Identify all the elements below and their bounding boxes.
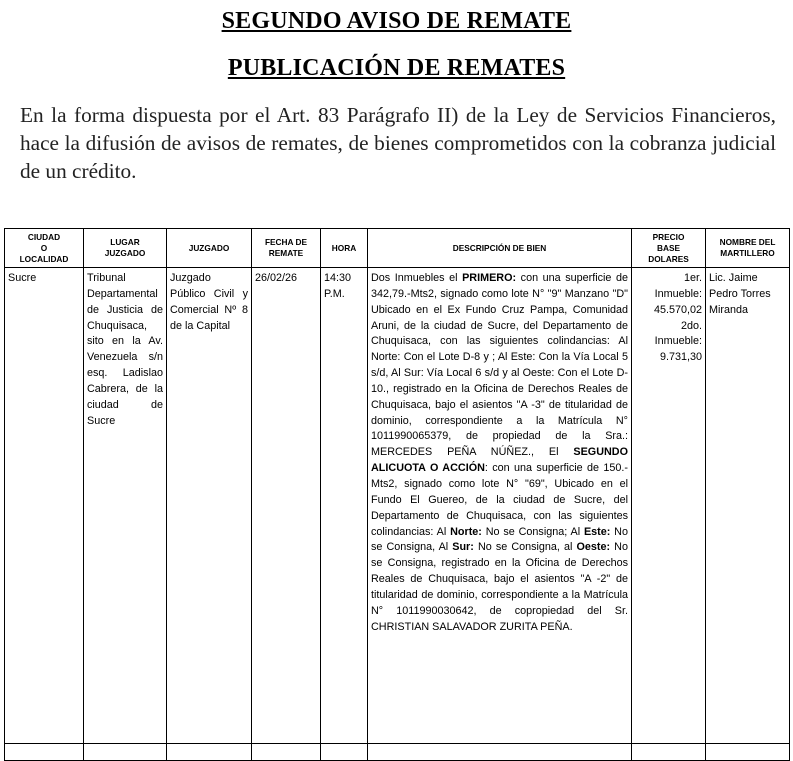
col-header-ciudad: CIUDAD O LOCALIDAD [5, 229, 84, 268]
cell-ciudad: Sucre [5, 268, 84, 744]
col-header-juzgado: JUZGADO [167, 229, 252, 268]
table-header-row [5, 229, 790, 268]
col-header-martillero: NOMBRE DEL MARTILLERO [706, 229, 790, 268]
col-header-precio: PRECIO BASE DOLARES [632, 229, 706, 268]
cell-descripcion [368, 268, 632, 744]
auction-table [4, 228, 790, 761]
notice-title: SEGUNDO AVISO DE REMATE [221, 8, 572, 34]
intro-paragraph: En la forma dispuesta por el Art. 83 Parágrafo II) de la Ley de Servicios Financieros, hace la difusión de avisos de remates, de bienes comprometidos con la cobranza judicial de un crédito. [20, 103, 776, 183]
cell-hora: 14:30 P.M. [321, 268, 368, 744]
cell-fecha: 26/02/26 [252, 268, 321, 744]
table-row [5, 268, 790, 744]
cell-precio: 1er. Inmueble: 45.570,02 2do. Inmueble: 9.731,30 [632, 268, 706, 744]
cell-juzgado: Juzgado Público Civil y Comercial Nº 8 de la Capital [167, 268, 252, 744]
col-header-lugar: LUGAR JUZGADO [84, 229, 167, 268]
notice-subtitle: PUBLICACIÓN DE REMATES [227, 55, 566, 81]
cell-lugar: Tribunal Departamental de Justicia de Chuquisaca, sito en la Av. Venezuela s/n esq. Ladislao Cabrera, de la ciudad de Sucre [84, 268, 167, 744]
cell-martillero: Lic. Jaime Pedro Torres Miranda [706, 268, 790, 744]
description-text: Dos Inmuebles el PRIMERO: con una superficie de 342,79.-Mts2, signado como lote N° "9" Manzano "D" Ubicado en el Ex Fundo Cruz Pampa, Comunidad Aruni, de la ciudad de Sucre, del Departamento de Chuquisaca, con las siguientes colindancias: Al Norte: Con el Lote D-8 y ; Al Este: Con la Vía Local 5 s/d, Al Sur: Vía Local 6 s/d y al Oeste: Con el Lote D-10., registrado en la Oficina de Derechos Reales de Chuquisaca, bajo el asientos "A -3" de titularidad de dominio, correspondiente a la Matrícula N° 1011990065379, de propiedad de la Sra.: MERCEDES PEÑA NÚÑEZ., El SEGUNDO ALICUOTA O ACCIÓN: con una superficie de 150.-Mts2, signado como lote N° "69", Ubicado en el Fundo El Guereo, de la ciudad de Sucre, del Departamento de Chuquisaca, con las siguientes colindancias: Al Norte: No se Consigna; Al Este: No se Consigna, Al Sur: No se Consigna, al Oeste: No se Consigna, registrado en la Oficina de Derechos Reales de Chuquisaca, bajo el asientos "A -2" de titularidad de dominio, correspondiente a la Matrícula N° 1011990030642, de copropiedad del Sr. CHRISTIAN SALAVADOR ZURITA PEÑA. [371, 272, 628, 633]
col-header-fecha: FECHA DE REMATE [252, 229, 321, 268]
table-row-empty [5, 744, 790, 761]
col-header-descripcion: DESCRIPCIÓN DE BIEN [368, 229, 632, 268]
col-header-hora: HORA [321, 229, 368, 268]
